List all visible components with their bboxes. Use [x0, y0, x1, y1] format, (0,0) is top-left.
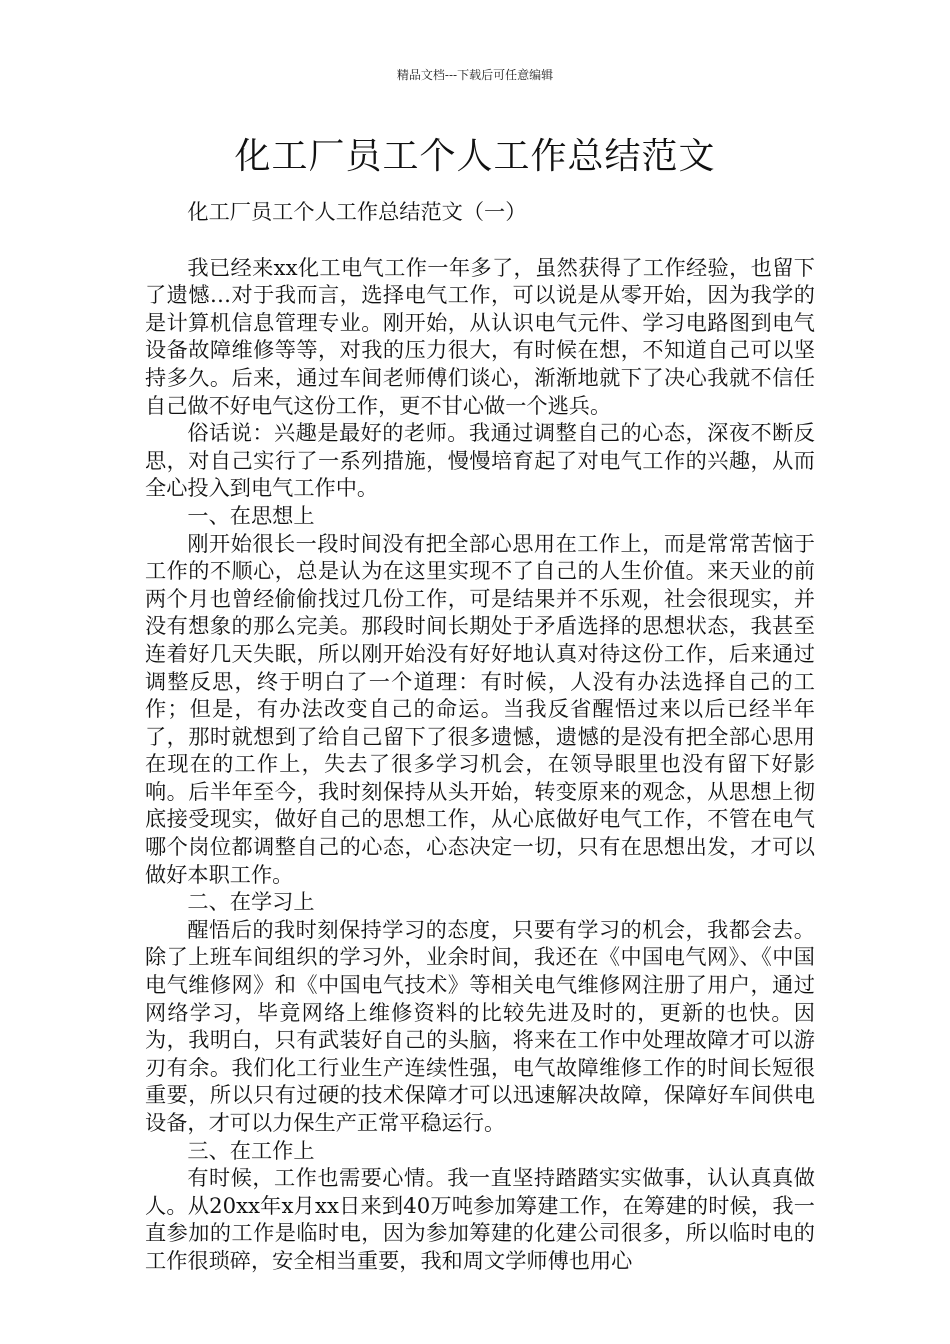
- paragraph: 俗话说：兴趣是最好的老师。我通过调整自己的心态，深夜不断反思，对自己实行了一系列措施，慢慢培育起了对电气工作的兴趣，从而全心投入到电气工作中。: [145, 420, 815, 501]
- section-heading: 二、在学习上: [187, 889, 315, 915]
- section-heading: 一、在思想上: [187, 502, 315, 528]
- paragraph: 醒悟后的我时刻保持学习的态度，只要有学习的机会，我都会去。除了上班车间组织的学习外，业余时间，我还在《中国电气网》、《中国电气维修网》和《中国电气技术》等相关电气维修网注册了用户，通过网络学习，毕竟网络上维修资料的比较先进及时的，更新的也快。因为，我明白，只有武装好自己的头脑，将来在工作中处理故障才可以游刃有余。我们化工行业生产连续性强，电气故障维修工作的时间长短很重要，所以只有过硬的技术保障才可以迅速解决故障，保障好车间供电设备，才可以力保生产正常平稳运行。: [145, 916, 815, 1135]
- paragraph: 有时候，工作也需要心情。我一直坚持踏踏实实做事，认认真真做人。从20xx年x月xx日来到40万吨参加筹建工作，在筹建的时候，我一直参加的工作是临时电，因为参加筹建的化建公司很多，所以临时电的工作很琐碎，安全相当重要，我和周文学师傅也用心: [145, 1165, 815, 1273]
- document-title: 化工厂员工个人工作总结范文: [234, 136, 716, 177]
- paragraph: 我已经来xx化工电气工作一年多了，虽然获得了工作经验，也留下了遗憾…对于我而言，选择电气工作，可以说是从零开始，因为我学的是计算机信息管理专业。刚开始，从认识电气元件、学习电路图到电气设备故障维修等等，对我的压力很大，有时候在想，不知道自己可以坚持多久。后来，通过车间老师傅们谈心，渐渐地就下了决心我就不信任自己做不好电气这份工作，更不甘心做一个逃兵。: [145, 254, 815, 418]
- header-note: 精品文档---下载后可任意编辑: [396, 68, 554, 82]
- paragraph: 刚开始很长一段时间没有把全部心思用在工作上，而是常常苦恼于工作的不顺心，总是认为在这里实现不了自己的人生价值。来天业的前两个月也曾经偷偷找过几份工作，可是结果并不乐观，社会很现实，并没有想象的那么完美。那段时间长期处于矛盾选择的思想状态，我甚至连着好几天失眠，所以刚开始没有好好地认真对待这份工作，后来通过调整反思，终于明白了一个道理：有时候，人没有办法选择自己的工作；但是，有办法改变自己的命运。当我反省醒悟过来以后已经半年了，那时就想到了给自己留下了很多遗憾，遗憾的是没有把全部心思用在现在的工作上，失去了很多学习机会，在领导眼里也没有留下好影响。后半年至今，我时刻保持从头开始，转变原来的观念，从思想上彻底接受现实，做好自己的思想工作，从心底做好电气工作，不管在电气哪个岗位都调整自己的心态，心态决定一切，只有在思想出发，才可以做好本职工作。: [145, 530, 815, 887]
- section-heading: 三、在工作上: [187, 1137, 315, 1163]
- document-subtitle: 化工厂员工个人工作总结范文（一）: [187, 199, 527, 224]
- document-body: [145, 198, 815, 1275]
